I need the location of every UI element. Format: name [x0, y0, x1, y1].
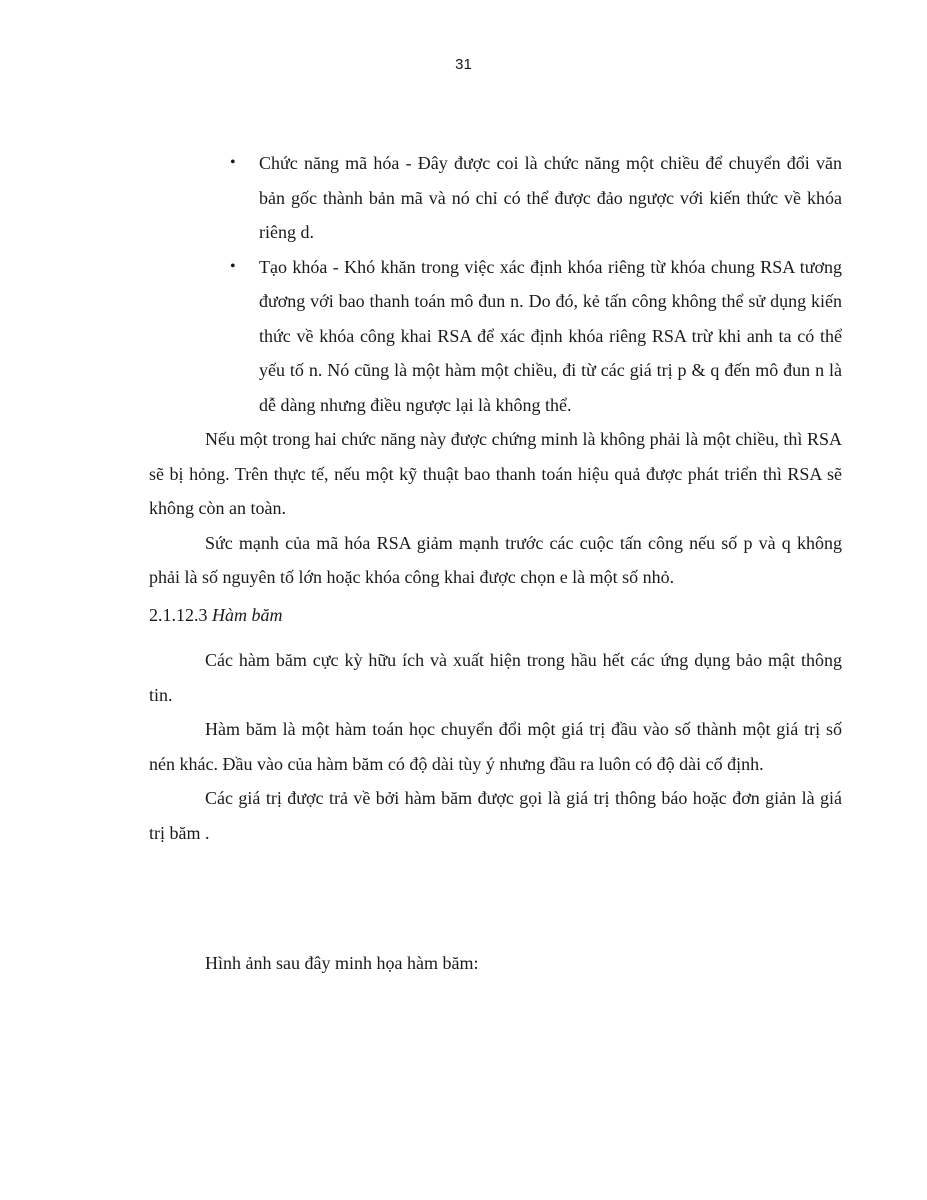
bullet-text: Chức năng mã hóa - Đây được coi là chức năng một chiều để chuyển đổi văn bản gốc thành bản mã và nó chỉ có thể được đảo ngược với kiến thức về khóa riêng d. — [259, 153, 842, 242]
bullet-icon: • — [230, 257, 236, 275]
paragraph-hash-definition: Hàm băm là một hàm toán học chuyển đổi một giá trị đầu vào số thành một giá trị số nén khác. Đầu vào của hàm băm có độ dài tùy ý nhưng đầu ra luôn có độ dài cố định. — [149, 719, 842, 774]
section-title: Hàm băm — [212, 604, 283, 625]
paragraph-figure-intro: Hình ảnh sau đây minh họa hàm băm: — [205, 953, 479, 973]
bullet-item-key-generation — [230, 250, 842, 423]
page-number: 31 — [455, 56, 472, 73]
paragraph-rsa-broken: Nếu một trong hai chức năng này được chứng minh là không phải là một chiều, thì RSA sẽ bị hỏng. Trên thực tế, nếu một kỹ thuật bao thanh toán hiệu quả được phát triển thì RSA sẽ không còn an toàn. — [149, 429, 842, 518]
bullet-text: Tạo khóa - Khó khăn trong việc xác định khóa riêng từ khóa chung RSA tương đương với bao thanh toán mô đun n. Do đó, kẻ tấn công không thể sử dụng kiến thức về khóa công khai RSA để xác định khóa riêng RSA trừ khi anh ta có thể yếu tố n. Nó cũng là một hàm một chiều, đi từ các giá trị p & q đến mô đun n là dễ dàng nhưng điều ngược lại là không thể. — [259, 256, 842, 415]
bullet-item-encryption — [230, 146, 842, 250]
paragraph-hash-values: Các giá trị được trả về bởi hàm băm được gọi là giá trị thông báo hoặc đơn giản là giá trị băm . — [149, 788, 842, 843]
paragraph-hash-useful: Các hàm băm cực kỳ hữu ích và xuất hiện trong hầu hết các ứng dụng bảo mật thông tin. — [149, 650, 842, 705]
document-body — [149, 146, 842, 981]
paragraph-rsa-strength: Sức mạnh của mã hóa RSA giảm mạnh trước các cuộc tấn công nếu số p và q không phải là số nguyên tố lớn hoặc khóa công khai được chọn e là một số nhỏ. — [149, 532, 842, 587]
section-heading — [149, 598, 842, 633]
bullet-icon: • — [230, 154, 236, 171]
section-number: 2.1.12.3 — [149, 604, 208, 625]
